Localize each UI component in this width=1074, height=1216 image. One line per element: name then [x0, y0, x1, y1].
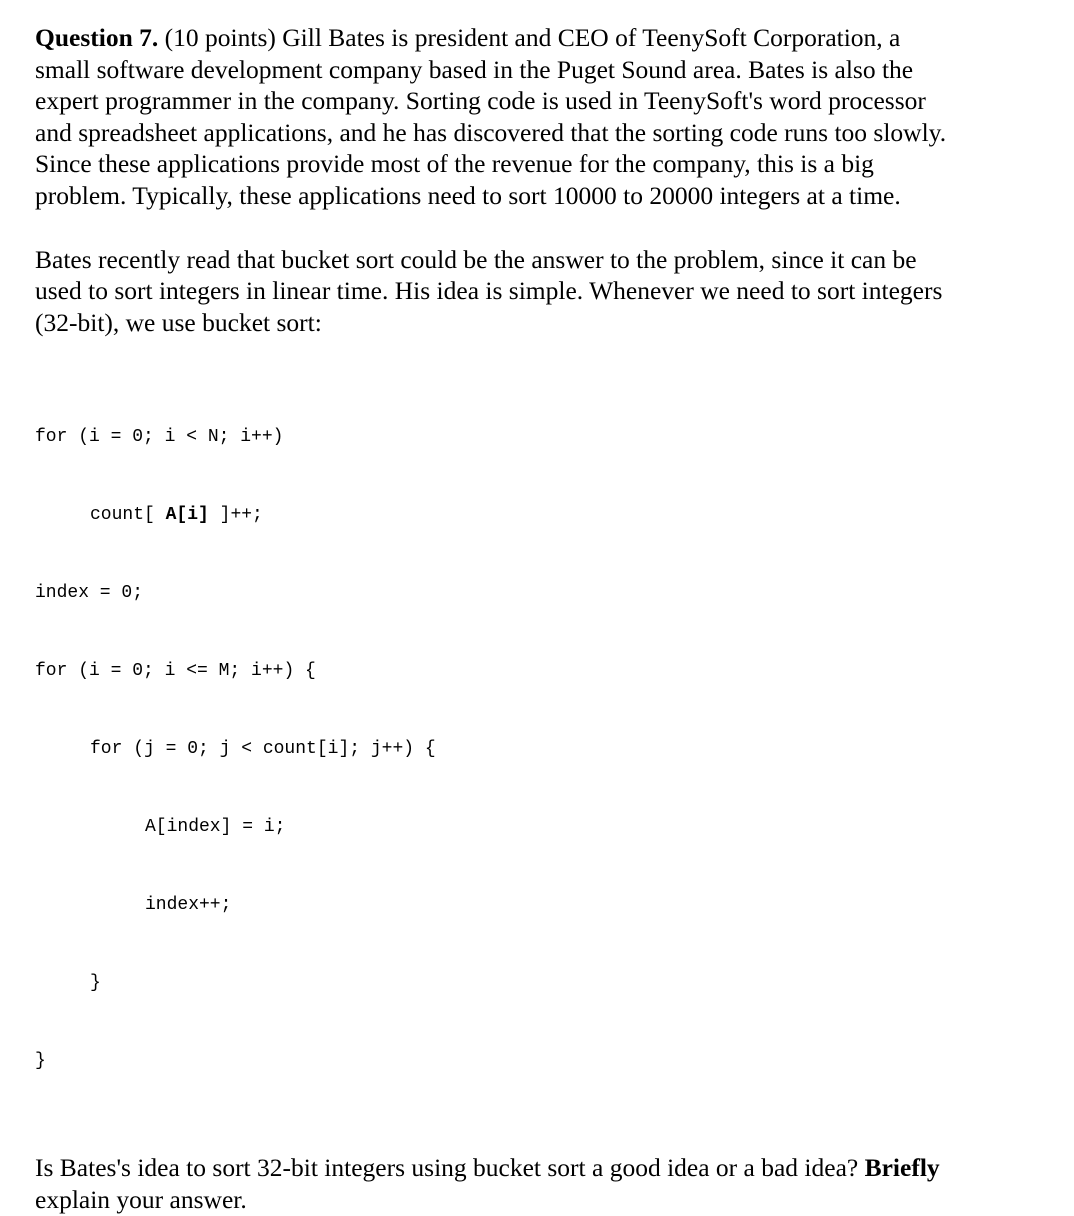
code-line-2-post: ]++; [208, 505, 263, 526]
question-line-3: expert programmer in the company. Sorting code is used in TeenySoft's word processor [35, 86, 926, 116]
code-line-1: for (i = 0; i < N; i++) [35, 427, 284, 448]
idea-line-3: (32-bit), we use bucket sort: [35, 307, 322, 337]
prompt-line-1 [35, 1152, 1045, 1184]
document-page [35, 22, 1045, 1216]
code-line-2-bold: A[i] [165, 505, 209, 526]
question-heading: Question 7. [35, 23, 159, 52]
code-line-4: for (i = 0; i <= M; i++) { [35, 661, 316, 682]
question-line-6: problem. Typically, these applications need to sort 10000 to 20000 integers at a time. [35, 180, 901, 210]
question-line-4: and spreadsheet applications, and he has discovered that the sorting code runs too slowly. [35, 117, 947, 147]
code-block [35, 372, 1045, 1126]
code-line-7: index++; [145, 895, 232, 916]
code-line-3: index = 0; [35, 583, 144, 604]
idea-line-2: used to sort integers in linear time. His idea is simple. Whenever we need to sort integers [35, 276, 943, 306]
prompt-line-2: explain your answer. [35, 1184, 247, 1214]
code-line-2-pre: count[ [90, 505, 166, 526]
code-line-2 [35, 502, 1045, 528]
code-line-9: } [35, 1051, 46, 1072]
prompt-text: Is Bates's idea to sort 32-bit integers using bucket sort a good idea or a bad idea? [35, 1153, 865, 1183]
idea-paragraph [35, 244, 1045, 339]
prompt-bold: Briefly [864, 1153, 940, 1183]
question-text-1: (10 points) Gill Bates is president and CEO of TeenySoft Corporation, a [158, 23, 901, 52]
code-line-6: A[index] = i; [145, 817, 286, 838]
question-line-5: Since these applications provide most of the revenue for the company, this is a big [35, 149, 874, 179]
question-line-2: small software development company based in the Puget Sound area. Bates is also the [35, 54, 914, 84]
question-paragraph [35, 22, 1045, 212]
idea-line-1: Bates recently read that bucket sort could be the answer to the problem, since it can be [35, 244, 917, 274]
question-line-1 [35, 22, 1045, 54]
code-line-8: } [90, 973, 101, 994]
code-line-5: for (j = 0; j < count[i]; j++) { [90, 739, 436, 760]
prompt-paragraph [35, 1152, 1045, 1215]
